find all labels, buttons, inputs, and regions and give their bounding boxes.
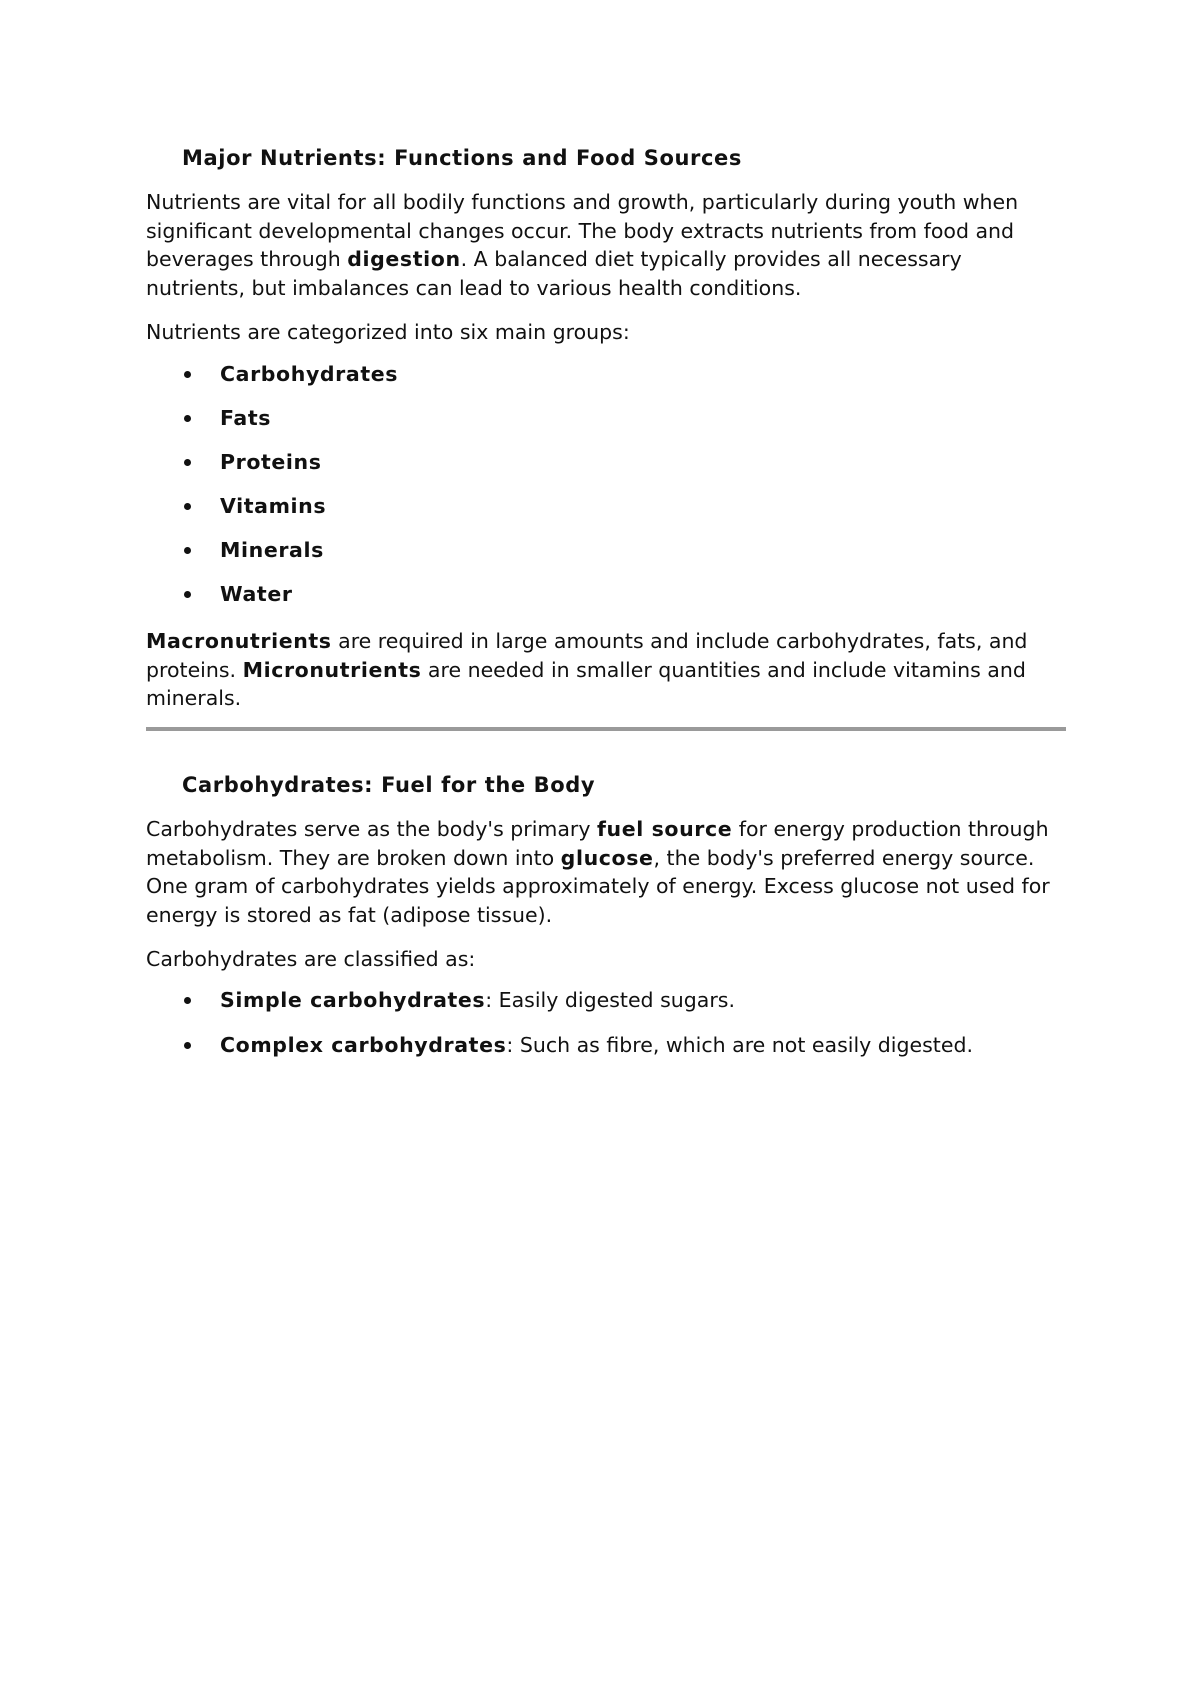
group-label: Minerals	[220, 538, 324, 562]
nutrient-groups-list	[182, 360, 1062, 608]
bullet-icon	[184, 1042, 191, 1049]
carbs-text-1: Carbohydrates serve as the body's primary	[146, 817, 598, 841]
bullet-icon	[184, 591, 191, 598]
section-title-carbohydrates: Carbohydrates: Fuel for the Body	[182, 773, 596, 797]
carb-types-list	[182, 986, 1062, 1059]
list-item	[182, 580, 1062, 608]
bullet-icon	[184, 459, 191, 466]
intro-text-2: . A balanced diet typically provides all necessary nutrients, but imbalances can lead to various health conditions.	[146, 247, 962, 300]
macro-micro-paragraph	[146, 627, 1066, 713]
group-label: Proteins	[220, 450, 322, 474]
intro-paragraph	[146, 188, 1066, 302]
groups-lead-text: Nutrients are categorized into six main groups:	[146, 320, 630, 344]
group-label: Water	[220, 582, 293, 606]
list-item	[182, 448, 1062, 476]
intro-text-1: Nutrients are vital for all bodily functions and growth, particularly during youth when significant developmental changes occur. The body extracts nutrients from food and beverages through	[146, 190, 1019, 271]
carbs-text-3: , the body's preferred energy source. One gram of carbohydrates yields approximately of energy. Excess glucose not used for energy is stored as fat (adipose tissue).	[146, 845, 1050, 927]
term-micronutrients: Micronutrients	[242, 657, 422, 682]
bullet-icon	[184, 371, 191, 378]
list-item	[182, 986, 1062, 1014]
section-title-major-nutrients: Major Nutrients: Functions and Food Sources	[182, 146, 742, 170]
bullet-icon	[184, 997, 191, 1004]
carbs-text-2: for energy production through metabolism. They are broken down into	[146, 817, 1049, 870]
term-macronutrients: Macronutrients	[146, 629, 332, 653]
group-label: Carbohydrates	[220, 362, 399, 386]
list-item	[182, 536, 1062, 564]
group-label: Fats	[220, 406, 272, 430]
section-divider	[146, 727, 1066, 731]
carb-type-name: Complex carbohydrates	[220, 1033, 507, 1057]
list-item	[182, 492, 1062, 520]
term-digestion: digestion	[347, 247, 461, 271]
list-item	[182, 360, 1062, 388]
carbs-intro-paragraph	[146, 815, 1066, 929]
group-label: Vitamins	[220, 494, 327, 518]
list-item	[182, 1031, 1062, 1059]
macro-text-1: are required in large amounts and include carbohydrates, fats, and proteins.	[146, 629, 1028, 682]
classified-lead-text: Carbohydrates are classified as:	[146, 947, 476, 971]
bullet-icon	[184, 415, 191, 422]
term-glucose: glucose	[560, 845, 654, 870]
macro-text-2: are needed in smaller quantities and include vitamins and minerals.	[146, 657, 1026, 710]
bullet-icon	[184, 503, 191, 510]
carb-type-desc: : Easily digested sugars.	[485, 988, 735, 1012]
bullet-icon	[184, 547, 191, 554]
carb-type-name: Simple carbohydrates	[220, 988, 486, 1012]
carb-type-desc: : Such as fibre, which are not easily digested.	[506, 1033, 973, 1057]
term-fuel-source: fuel source	[597, 817, 733, 841]
list-item	[182, 404, 1062, 432]
